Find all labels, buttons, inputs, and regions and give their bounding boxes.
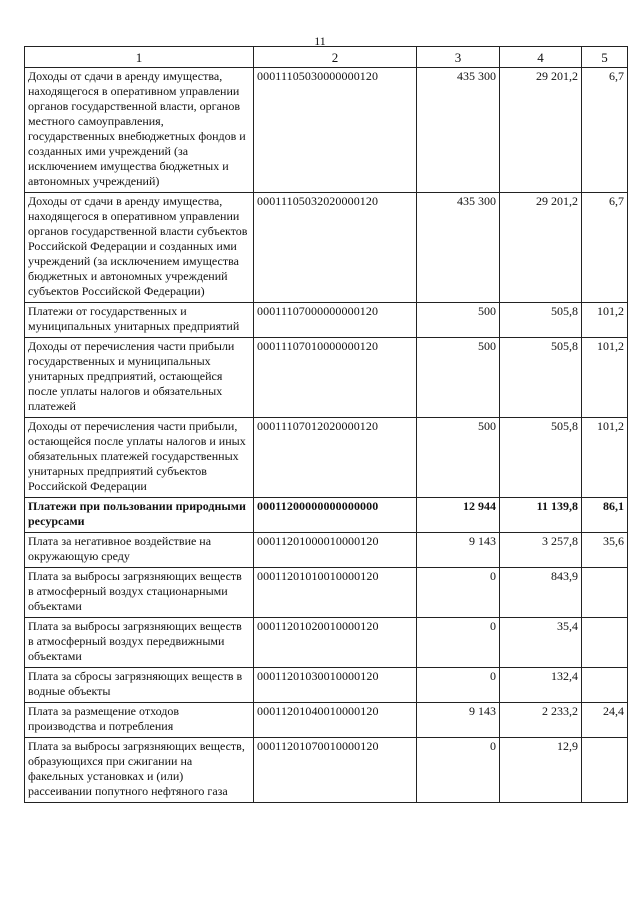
table-row [25,498,628,533]
cell-plan: 12 944 [417,498,500,533]
cell-plan: 500 [417,303,500,338]
cell-plan: 9 143 [417,703,500,738]
cell-code: 00011201020010000120 [254,618,417,668]
cell-percent: 24,4 [582,703,628,738]
cell-code: 00011200000000000000 [254,498,417,533]
cell-actual: 12,9 [500,738,582,803]
cell-plan: 0 [417,738,500,803]
cell-plan: 0 [417,618,500,668]
cell-name: Доходы от сдачи в аренду имущества, находящегося в оперативном управлении органов государственной власти субъектов Российской Федерации и созданных ими учреждений (за исключением имущества бюджетных и автономных учреждений субъектов Российской Федерации) [25,193,254,303]
table-row [25,618,628,668]
budget-table [24,46,628,803]
column-header-5: 5 [582,47,628,68]
cell-percent: 101,2 [582,418,628,498]
cell-code: 00011107012020000120 [254,418,417,498]
cell-name: Плата за выбросы загрязняющих веществ, образующихся при сжигании на факельных установках и (или) рассеивании попутного нефтяного газа [25,738,254,803]
cell-name: Плата за выбросы загрязняющих веществ в атмосферный воздух передвижными объектами [25,618,254,668]
cell-name: Доходы от перечисления части прибыли, остающейся после уплаты налогов и иных обязательных платежей государственных унитарных предприятий субъектов Российской Федерации [25,418,254,498]
table-body [25,68,628,803]
cell-code: 00011107010000000120 [254,338,417,418]
cell-actual: 505,8 [500,338,582,418]
cell-name: Плата за выбросы загрязняющих веществ в атмосферный воздух стационарными объектами [25,568,254,618]
table-row [25,303,628,338]
cell-percent [582,738,628,803]
table-row [25,738,628,803]
cell-plan: 500 [417,338,500,418]
cell-plan: 435 300 [417,193,500,303]
cell-actual: 29 201,2 [500,193,582,303]
cell-percent: 6,7 [582,193,628,303]
cell-percent: 101,2 [582,338,628,418]
table-row [25,193,628,303]
page-number: 11 [314,34,326,48]
cell-plan: 0 [417,668,500,703]
cell-name: Плата за размещение отходов производства и потребления [25,703,254,738]
cell-code: 00011201030010000120 [254,668,417,703]
column-header-3: 3 [417,47,500,68]
cell-code: 00011201070010000120 [254,738,417,803]
cell-actual: 35,4 [500,618,582,668]
cell-code: 00011201040010000120 [254,703,417,738]
cell-actual: 843,9 [500,568,582,618]
cell-actual: 132,4 [500,668,582,703]
cell-actual: 11 139,8 [500,498,582,533]
cell-percent [582,618,628,668]
table-row [25,568,628,618]
cell-code: 00011105032020000120 [254,193,417,303]
cell-actual: 505,8 [500,303,582,338]
cell-percent: 86,1 [582,498,628,533]
column-header-2: 2 [254,47,417,68]
table-row [25,68,628,193]
cell-percent: 6,7 [582,68,628,193]
cell-name: Платежи при пользовании природными ресурсами [25,498,254,533]
cell-code: 00011201000010000120 [254,533,417,568]
cell-name: Плата за негативное воздействие на окружающую среду [25,533,254,568]
cell-percent [582,568,628,618]
cell-name: Доходы от сдачи в аренду имущества, находящегося в оперативном управлении органов государственной власти, органов местного самоуправления, государственных внебюджетных фондов и созданных ими учреждений (за исключением имущества бюджетных и автономных учреждений) [25,68,254,193]
cell-plan: 435 300 [417,68,500,193]
cell-name: Доходы от перечисления части прибыли государственных и муниципальных унитарных предприятий, остающейся после уплаты налогов и обязательных платежей [25,338,254,418]
table-row [25,338,628,418]
cell-percent: 35,6 [582,533,628,568]
cell-actual: 29 201,2 [500,68,582,193]
column-header-1: 1 [25,47,254,68]
cell-code: 00011105030000000120 [254,68,417,193]
cell-code: 00011201010010000120 [254,568,417,618]
column-header-4: 4 [500,47,582,68]
cell-actual: 505,8 [500,418,582,498]
table-header-row [25,47,628,68]
table-row [25,703,628,738]
cell-percent: 101,2 [582,303,628,338]
cell-percent [582,668,628,703]
table-row [25,418,628,498]
cell-name: Платежи от государственных и муниципальных унитарных предприятий [25,303,254,338]
cell-code: 00011107000000000120 [254,303,417,338]
cell-actual: 3 257,8 [500,533,582,568]
cell-name: Плата за сбросы загрязняющих веществ в водные объекты [25,668,254,703]
cell-plan: 500 [417,418,500,498]
table-row [25,533,628,568]
cell-plan: 9 143 [417,533,500,568]
cell-plan: 0 [417,568,500,618]
table-row [25,668,628,703]
cell-actual: 2 233,2 [500,703,582,738]
